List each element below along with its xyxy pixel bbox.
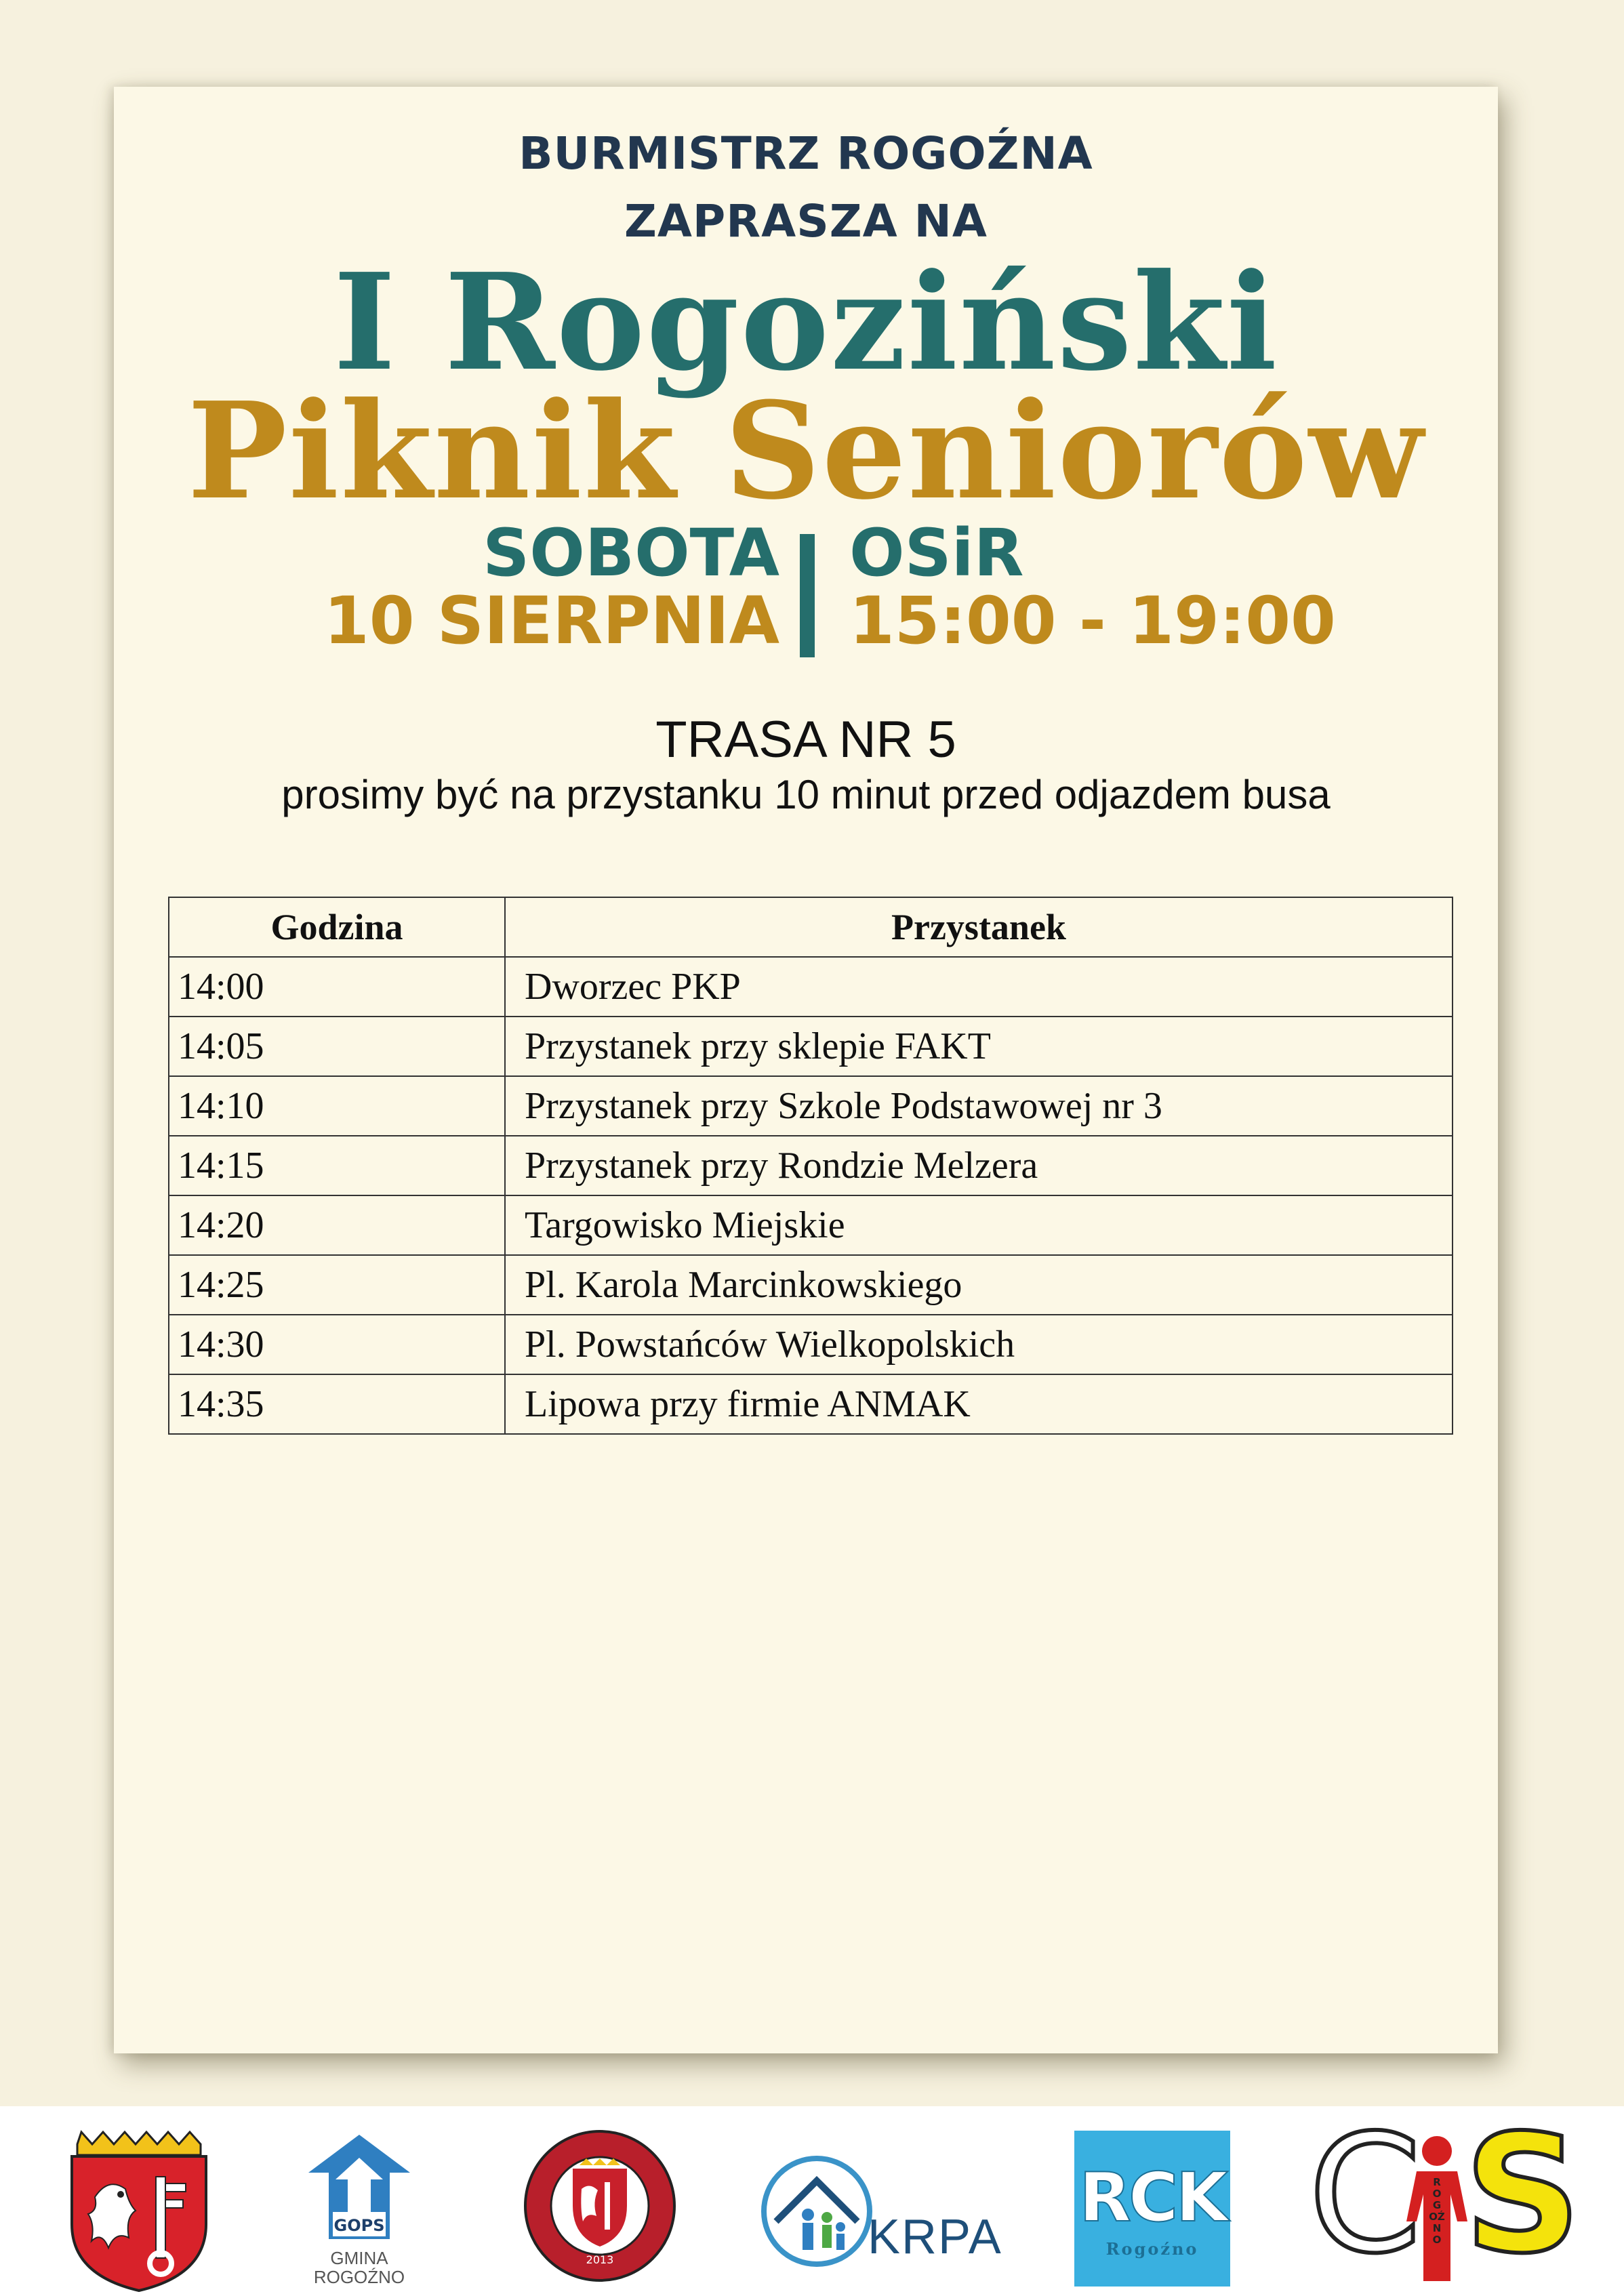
route-note: prosimy być na przystanku 10 minut przed odjazdem busa — [281, 772, 1331, 817]
utw-year: 2013 — [586, 2253, 614, 2266]
gops-caption-2: ROGOŹNO — [313, 2267, 405, 2287]
title-line-2: Piknik Seniorów — [187, 373, 1425, 529]
event-date: 10 SIERPNIA — [323, 583, 779, 659]
row-time: 14:20 — [169, 1195, 505, 1255]
row-time: 14:10 — [169, 1076, 505, 1136]
row-stop: Pl. Powstańców Wielkopolskich — [505, 1315, 1453, 1374]
header-line-1: BURMISTRZ ROGOŹNA — [519, 127, 1093, 180]
row-time: 14:35 — [169, 1374, 505, 1434]
cis-letter-s: S — [1464, 2099, 1581, 2289]
row-time: 14:25 — [169, 1255, 505, 1315]
cis-logo — [1308, 2099, 1581, 2289]
table-row — [169, 1374, 1453, 1434]
rck-text: RCK — [1079, 2158, 1225, 2237]
table-row — [169, 1136, 1453, 1195]
gops-logo — [302, 2131, 417, 2293]
event-divider — [800, 534, 815, 657]
sponsor-logos-bar — [0, 2099, 1624, 2296]
coat-of-arms-logo — [68, 2129, 210, 2292]
rck-logo — [1074, 2131, 1230, 2287]
gops-badge-text: GOPS — [333, 2216, 385, 2235]
table-row — [169, 957, 1453, 1017]
row-stop: Przystanek przy sklepie FAKT — [505, 1017, 1453, 1076]
cis-vertical-text: ROGOŹNO — [1429, 2176, 1445, 2246]
header-line-2: ZAPRASZA NA — [624, 195, 988, 247]
table-row — [169, 1076, 1453, 1136]
gops-caption-1: GMINA — [330, 2248, 388, 2268]
row-stop: Targowisko Miejskie — [505, 1195, 1453, 1255]
poster-sheet — [114, 87, 1498, 2053]
row-time: 14:30 — [169, 1315, 505, 1374]
row-stop: Lipowa przy firmie ANMAK — [505, 1374, 1453, 1434]
row-stop: Przystanek przy Rondzie Melzera — [505, 1136, 1453, 1195]
krpa-text: KRPA — [868, 2210, 1002, 2264]
event-place: OSiR — [849, 515, 1024, 591]
schedule-table — [168, 897, 1453, 1435]
table-row — [169, 1195, 1453, 1255]
schedule-header-row — [169, 897, 1453, 957]
column-header-time: Godzina — [169, 897, 505, 957]
row-time: 14:05 — [169, 1017, 505, 1076]
utw-seal-logo — [522, 2128, 678, 2284]
rck-subtext: Rogoźno — [1105, 2239, 1199, 2259]
row-stop: Przystanek przy Szkole Podstawowej nr 3 — [505, 1076, 1453, 1136]
cis-letter-c: C — [1308, 2099, 1422, 2289]
krpa-logo — [759, 2147, 1002, 2276]
column-header-stop: Przystanek — [505, 897, 1453, 957]
table-row — [169, 1255, 1453, 1315]
title-line-1: I Rogoziński — [333, 245, 1279, 401]
event-day: SOBOTA — [483, 515, 779, 591]
table-row — [169, 1315, 1453, 1374]
row-time: 14:00 — [169, 957, 505, 1017]
event-hours: 15:00 - 19:00 — [849, 583, 1336, 659]
table-row — [169, 1017, 1453, 1076]
row-stop: Pl. Karola Marcinkowskiego — [505, 1255, 1453, 1315]
row-time: 14:15 — [169, 1136, 505, 1195]
row-stop: Dworzec PKP — [505, 957, 1453, 1017]
route-title: TRASA NR 5 — [655, 711, 956, 768]
